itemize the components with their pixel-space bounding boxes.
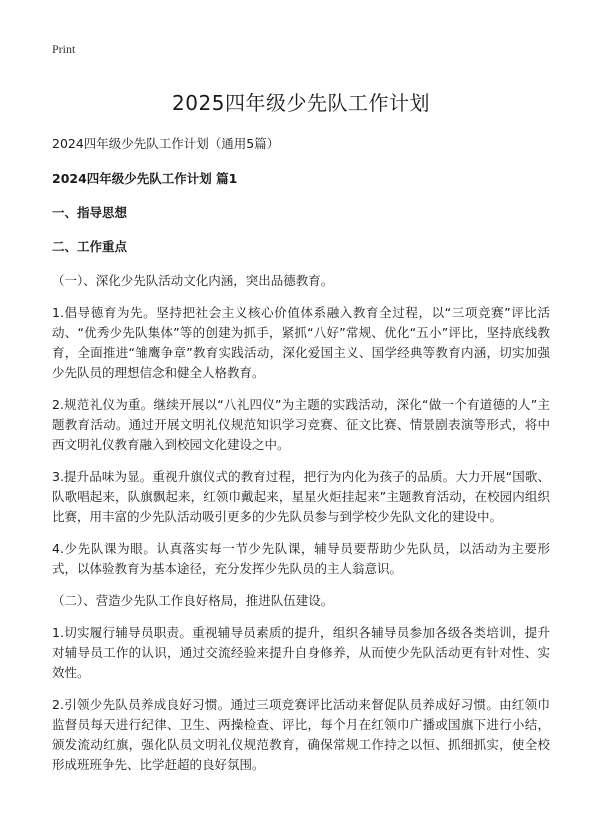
heading-work-focus: 二、工作重点 xyxy=(52,239,128,254)
paragraph-taste: 3.提升品味为显。重视升旗仪式的教育过程，把行为内化为孩子的品质。大力开展“国歌、队歌唱起来，队旗飘起来，红领巾戴起来，星星火炬挂起来”主题教育活动，在校园内组织比赛，用丰富的少先队活动吸引更多的少先队员参与到学校少先队文化的建设中。 xyxy=(52,469,550,524)
heading-guiding-thought: 一、指导思想 xyxy=(52,205,128,220)
subheading-deepen-culture: （一）、深化少先队活动文化内涵，突出品德教育。 xyxy=(52,273,334,288)
document-subtitle: 2024四年级少先队工作计划（通用5篇） xyxy=(52,136,280,151)
print-link[interactable]: Print xyxy=(52,42,76,56)
paragraph-counselor-duty: 1.切实履行辅导员职责。重视辅导员素质的提升，组织各辅导员参加各级各类培训，提升对辅导员工作的认识，通过交流经验来提升自身修养，从而使少先队活动更有针对性、实效性。 xyxy=(52,625,550,680)
paragraph-etiquette: 2.规范礼仪为重。继续开展以“八礼四仪”为主题的实践活动，深化“做一个有道德的人”主题教育活动。通过开展文明礼仪规范知识学习竞赛、征文比赛、情景剧表演等形式，将中西文明礼仪教育融入到校园文化建设之中。 xyxy=(52,397,550,452)
page-title: 2025四年级少先队工作计划 xyxy=(172,91,430,115)
subheading-team-building: （二）、营造少先队工作良好格局，推进队伍建设。 xyxy=(52,593,334,608)
paragraph-good-habits: 2.引领少先队员养成良好习惯。通过三项竞赛评比活动来督促队员养成好习惯。由红领巾监督员每天进行纪律、卫生、两操检查、评比，每个月在红领巾广播或国旗下进行小结，颁发流动红旗，强化队员文明礼仪规范教育，确保常规工作持之以恒、抓细抓实，使全校形成班班争先、比学赶超的良好氛围。 xyxy=(52,697,550,772)
paragraph-pioneer-class: 4.少先队课为眼。认真落实每一节少先队课，辅导员要帮助少先队员，以活动为主要形式，以体验教育为基本途径，充分发挥少先队员的主人翁意识。 xyxy=(52,541,550,576)
paragraph-moral-first: 1.倡导德育为先。坚持把社会主义核心价值体系融入教育全过程，以“三项竞赛”评比活动、“优秀少先队集体”等的创建为抓手，紧抓“八好”常规、优化“五小”评比，坚持底线教育，全面推进“雏鹰争章”教育实践活动，深化爱国主义、国学经典等教育内涵，切实加强少先队员的理想信念和健全人格教育。 xyxy=(52,305,550,380)
part-heading: 2024四年级少先队工作计划 篇1 xyxy=(52,171,238,186)
